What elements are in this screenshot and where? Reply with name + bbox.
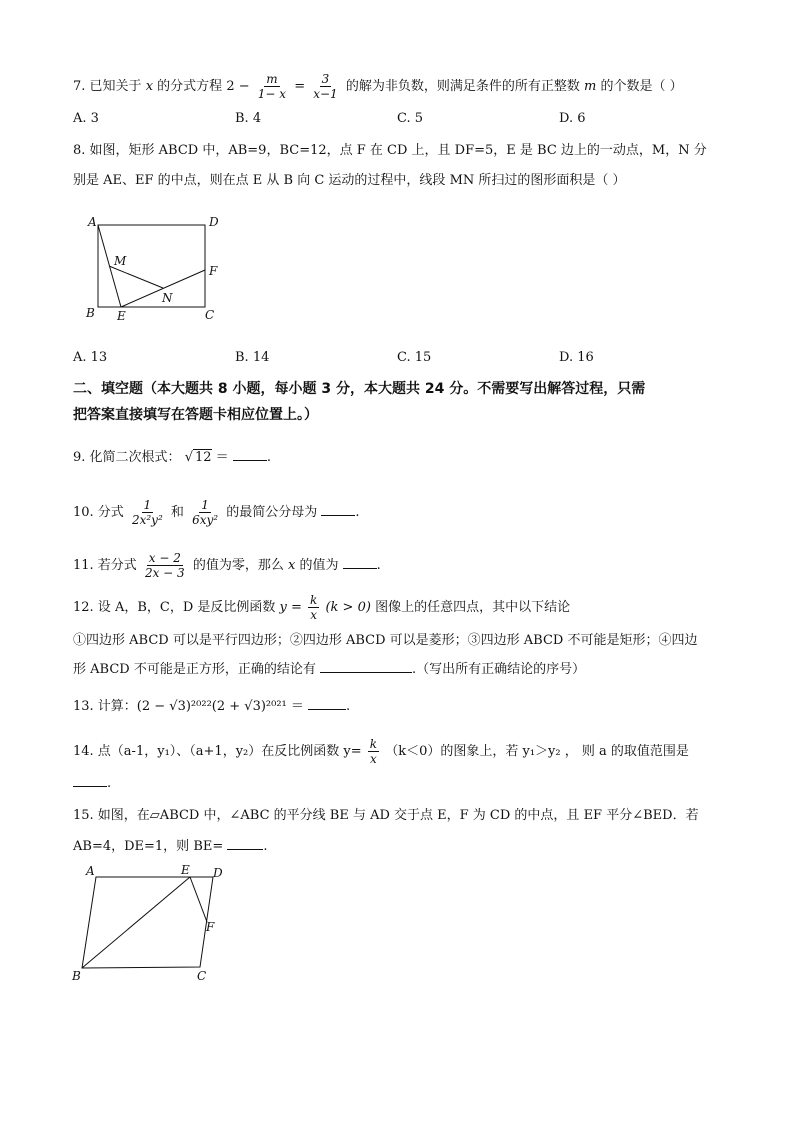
label-d: D: [209, 215, 219, 229]
sqrt-icon: √: [184, 450, 193, 465]
q7-frac1-den: 1− x: [257, 87, 287, 101]
q10-f2-num: 1: [201, 498, 209, 512]
label-e: E: [181, 863, 190, 877]
q11-prefix: 11. 若分式: [73, 558, 137, 573]
q15-line-2-text: AB=4，DE=1，则 BE=: [73, 839, 224, 854]
q10-f2-den: 6xy²: [192, 513, 219, 527]
question-13: [73, 697, 350, 716]
q7-end: 的个数是（ ）: [600, 79, 683, 94]
q8-option-b: B. 14: [235, 350, 270, 365]
q7-option-a: A. 3: [73, 111, 99, 126]
label-f: F: [206, 920, 215, 934]
segment-ef: [190, 877, 207, 922]
q7-var-x: x: [145, 79, 154, 94]
q14-answer-blank[interactable]: [73, 774, 107, 787]
q11-f-den: 2x − 3: [144, 566, 185, 580]
q8-option-a: A. 13: [73, 350, 108, 365]
q7-option-d: D. 6: [559, 111, 586, 126]
label-d: D: [213, 866, 223, 880]
segment-mn: [109, 266, 163, 288]
label-b: B: [86, 306, 95, 320]
label-e: E: [117, 309, 126, 323]
q11-answer-blank[interactable]: [343, 556, 377, 569]
q15-parallelogram-figure: [66, 860, 236, 986]
q11-f-num: x − 2: [148, 551, 181, 565]
q14-line-2: [73, 774, 111, 793]
q7-mid: 的分式方程: [157, 79, 223, 94]
q10-end: .: [355, 505, 360, 520]
q12-func: y =: [279, 600, 302, 615]
q12-line-3b: .（写出所有正确结论的序号）: [411, 662, 586, 677]
q13-answer-blank[interactable]: [308, 697, 346, 710]
q10-fraction-1: [130, 498, 165, 527]
q12-line-3a: 形 ABCD 不可能是正方形，正确的结论有: [73, 662, 316, 677]
label-c: C: [205, 308, 215, 322]
q10-f1-den: 2x²y²: [131, 513, 163, 527]
question-12: [73, 593, 570, 622]
q7-frac2-den: x−1: [313, 87, 338, 101]
q8-option-c: C. 15: [397, 350, 432, 365]
section-2-line-1: 二、填空题（本大题共 8 小题，每小题 3 分，本大题共 24 分。不需要写出解答过程，只需: [73, 381, 646, 397]
q12-fraction: [308, 593, 319, 622]
q14-prefix: 14. 点（a-1，y₁）、（a+1，y₂）在反比例函数 y=: [73, 744, 362, 759]
q12-line-3: [73, 660, 585, 679]
label-c: C: [197, 969, 207, 983]
q15-line-2: [73, 837, 268, 856]
q9-radicand: 12: [194, 450, 212, 465]
q15-end: .: [263, 839, 268, 854]
q11-fraction: [143, 551, 187, 580]
question-7: [73, 72, 683, 101]
q12-suffix: 图像上的任意四点，其中以下结论: [375, 600, 571, 615]
q7-frac1-num: m: [266, 72, 278, 86]
q11-mid: 的值为零，那么: [192, 558, 284, 573]
q10-and: 和: [170, 505, 184, 520]
q12-line-2: ①四边形 ABCD 可以是平行四边形；②四边形 ABCD 可以是菱形；③四边形 ABCD 不可能是矩形；④四边: [73, 633, 698, 648]
q10-suffix: 的最简公分母为: [226, 505, 318, 520]
parallelogram-abcd: [82, 877, 213, 968]
q7-fraction-1: [256, 72, 288, 101]
q9-prefix: 9. 化简二次根式：: [73, 450, 181, 465]
q7-option-c: C. 5: [397, 111, 424, 126]
q10-f1-num: 1: [143, 498, 152, 512]
q8-option-d: D. 16: [559, 350, 594, 365]
section-2-heading: [73, 376, 723, 428]
question-14: [73, 737, 689, 766]
q10-prefix: 10. 分式: [73, 505, 124, 520]
q7-two-minus: 2 −: [226, 79, 250, 94]
q15-line-1: 15. 如图，在▱ABCD 中，∠ABC 的平分线 BE 与 AD 交于点 E，F 为 CD 的中点，且 EF 平分∠BED．若: [73, 808, 699, 823]
question-11: [73, 551, 381, 580]
q12-cond: (k > 0): [325, 600, 371, 615]
label-m: M: [114, 254, 127, 268]
q14-fraction: [368, 737, 379, 766]
q8-rectangle-figure: [78, 212, 228, 324]
q12-f-num: k: [310, 593, 318, 607]
label-f: F: [209, 264, 218, 278]
q13-end: .: [346, 699, 351, 714]
label-a: A: [86, 864, 95, 878]
q8-line-1: 8. 如图，矩形 ABCD 中，AB=9，BC=12，点 F 在 CD 上，且 DF=5，E 是 BC 边上的一动点，M，N 分: [73, 143, 707, 158]
q15-answer-blank[interactable]: [227, 837, 263, 850]
q9-answer-blank[interactable]: [233, 448, 267, 461]
q12-f-den: x: [310, 608, 318, 622]
q14-end: .: [107, 776, 112, 791]
q8-line-2: 别是 AE、EF 的中点，则在点 E 从 B 向 C 运动的过程中，线段 MN 所扫过的图形面积是（ ）: [73, 173, 626, 188]
q7-fraction-2: [311, 72, 339, 101]
q7-prefix: 7. 已知关于: [73, 79, 142, 94]
label-b: B: [72, 969, 81, 983]
segment-be: [82, 877, 190, 968]
q7-suffix: 的解为非负数，则满足条件的所有正整数: [345, 79, 580, 94]
label-a: A: [88, 215, 97, 229]
question-9: [73, 448, 271, 467]
q7-frac2-num: 3: [321, 72, 330, 86]
q7-var-m: m: [584, 79, 597, 94]
q10-fraction-2: [190, 498, 220, 527]
q7-equals: =: [294, 79, 306, 94]
q12-prefix: 12. 设 A，B，C，D 是反比例函数: [73, 600, 276, 615]
q14-f-den: x: [370, 752, 377, 766]
q7-option-b: B. 4: [235, 111, 262, 126]
q9-end: .: [266, 450, 271, 465]
q12-answer-blank[interactable]: [320, 660, 412, 673]
q11-suffix: 的值为: [299, 558, 339, 573]
question-10: [73, 498, 360, 527]
q11-var: x: [287, 558, 296, 573]
q14-suffix: （k＜0）的图象上，若 y₁＞y₂ ， 则 a 的取值范围是: [385, 744, 689, 759]
section-2-line-2: 把答案直接填写在答题卡相应位置上。）: [73, 407, 318, 423]
q10-answer-blank[interactable]: [321, 503, 355, 516]
label-n: N: [162, 291, 173, 305]
q11-end: .: [376, 558, 381, 573]
q14-f-num: k: [369, 737, 378, 751]
q13-text: 13. 计算：(2 − √3)²⁰²²(2 + √3)²⁰²¹ ＝: [73, 699, 304, 714]
q9-equals: ＝: [215, 450, 229, 465]
